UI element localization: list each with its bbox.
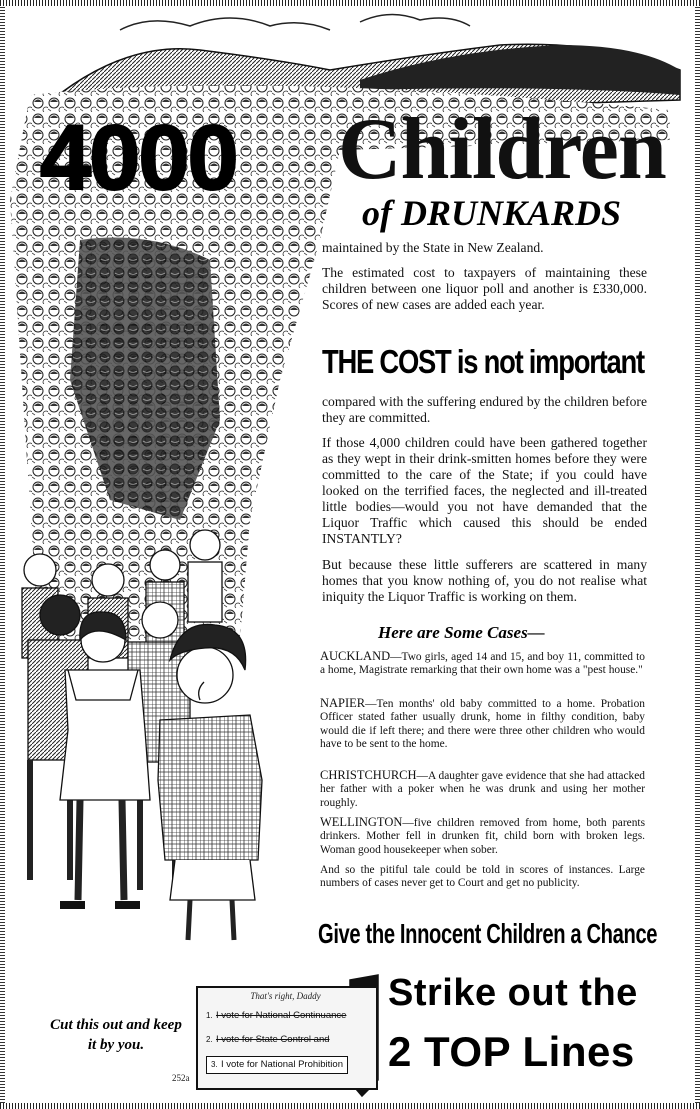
case-place: CHRISTCHURCH	[320, 768, 417, 782]
cost-paragraph	[322, 265, 647, 313]
ballot-line-text: I vote for National Continuance	[216, 1010, 347, 1021]
cases-title: Here are Some Cases—	[378, 623, 545, 642]
cta-line-2: 2 TOP Lines	[388, 1028, 635, 1075]
case-place: WELLINGTON	[320, 815, 403, 829]
cut-out-note: Cut this out and keep it by you.	[50, 1017, 182, 1053]
ballot-line-number: 2.	[206, 1035, 213, 1044]
section-p2	[322, 435, 647, 547]
intro-line-text: maintained by the State in New Zealand.	[322, 240, 544, 255]
section-p3-text: But because these little sufferers are scattered in many homes that you know nothing of, you do not realise what iniquity the Liquor Traffic is working on them.	[322, 557, 647, 604]
sub-headline: of DRUNKARDS	[362, 193, 622, 233]
section-p3	[322, 557, 647, 605]
case-text: —five children removed from home, both parents drinkers. Mother fell in drunken fit, child born with broken legs. Woman good housekeeper when sober.	[320, 817, 645, 856]
headline-word: Children	[338, 101, 666, 198]
ballot-line-number: 1.	[206, 1011, 213, 1020]
ballot-line-text: I vote for National Prohibition	[221, 1059, 343, 1070]
section-p2-text: If those 4,000 children could have been gathered together as they wept in their drink-smitten homes before they were committed to the care of the State; if you could have looked on the terrified faces, the neglected and ill-treated little bodies—would you not have demanded that the Liquor Traffic which caused this should be ended INSTANTLY?	[322, 435, 647, 546]
case-item	[320, 697, 645, 752]
case-place: AUCKLAND	[320, 649, 391, 663]
bottom-edge	[0, 1103, 700, 1109]
cost-paragraph-text: The estimated cost to taxpayers of maintaining these children between one liquor poll and another is £330,000. Scores of new cases are added each year.	[322, 265, 647, 312]
ballot-paper	[196, 986, 378, 1090]
ballot-line-2	[206, 1032, 330, 1048]
ballot-header: That's right, Daddy	[250, 991, 321, 1001]
left-edge	[0, 6, 5, 1103]
right-edge	[695, 6, 700, 1103]
slogan: Give the Innocent Children a Chance	[318, 918, 658, 949]
headline-number: 4000	[40, 107, 237, 209]
ad-code: 252a	[172, 1073, 190, 1083]
case-item	[320, 769, 645, 810]
top-edge	[0, 0, 700, 6]
section-title: THE COST is not important	[322, 343, 644, 380]
section-p1	[322, 394, 647, 426]
case-closing: And so the pitiful tale could be told in scores of instances. Large numbers of cases never get to Court and get no publicity.	[320, 864, 645, 890]
ballot-line-1	[206, 1008, 346, 1024]
case-text: —A daughter gave evidence that she had attacked her father with a poker when he was drunk and using her mother roughly.	[320, 770, 645, 809]
ballot-line-3	[206, 1056, 348, 1074]
section-p1-text: compared with the suffering endured by the children before they are committed.	[322, 394, 647, 425]
case-place: NAPIER	[320, 696, 366, 710]
case-item	[320, 816, 645, 857]
case-text: —Two girls, aged 14 and 15, and boy 11, committed to a home, Magistrate remarking that their own home was a "pest house."	[320, 651, 645, 677]
intro-line	[322, 240, 647, 256]
ballot-line-number: 3.	[211, 1060, 218, 1069]
case-item	[320, 650, 645, 678]
cta-line-1: Strike out the	[388, 972, 638, 1014]
ballot-line-text: I vote for State Control and	[216, 1034, 330, 1045]
case-text: —Ten months' old baby committed to a home. Probation Officer stated father usually drunk, home in filthy condition, baby would die if left there; and there were three other children who would have to be sent to the home.	[320, 698, 645, 751]
